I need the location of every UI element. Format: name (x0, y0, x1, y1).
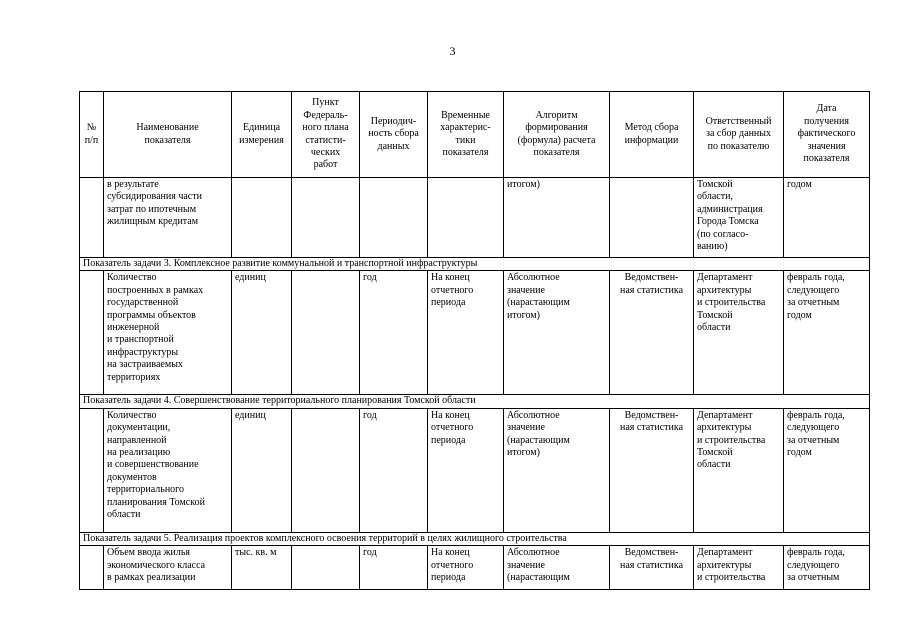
section-row (80, 395, 870, 408)
cell-unit (232, 178, 292, 258)
cell-algorithm: Абсолютное значение (нарастающим итогом) (504, 408, 610, 532)
header-algorithm: Алгоритм формирования (формула) расчета показателя (504, 92, 610, 178)
header-indicator-name: Наименование показателя (104, 92, 232, 178)
page-number: 3 (449, 44, 456, 58)
cell-collection-method: Ведомствен- ная статистика (610, 408, 694, 532)
table-header-row (80, 92, 870, 178)
cell-number (80, 271, 104, 395)
cell-actual-value-date: февраль года, следующего за отчетным годом (784, 408, 870, 532)
section-row (80, 532, 870, 545)
cell-indicator-name: в результате субсидирования части затрат по ипотечным жилищным кредитам (104, 178, 232, 258)
cell-time-characteristics: На конец отчетного периода (428, 408, 504, 532)
cell-collection-method (610, 178, 694, 258)
cell-algorithm: Абсолютное значение (нарастающим итогом) (504, 271, 610, 395)
cell-responsible: Департамент архитектуры и строительства Томской области (694, 271, 784, 395)
cell-time-characteristics: На конец отчетного периода (428, 546, 504, 590)
table-row (80, 546, 870, 590)
header-federal-plan: Пункт Федераль- ного плана статисти- ческих работ (292, 92, 360, 178)
cell-responsible: Департамент архитектуры и строительства Томской области (694, 408, 784, 532)
cell-responsible: Департамент архитектуры и строительства (694, 546, 784, 590)
cell-collection-method: Ведомствен- ная статистика (610, 271, 694, 395)
cell-actual-value-date: февраль года, следующего за отчетным годом (784, 271, 870, 395)
cell-number (80, 408, 104, 532)
header-actual-value-date: Дата получения фактического значения показателя (784, 92, 870, 178)
section-title-task-5: Показатель задачи 5. Реализация проектов комплексного освоения территорий в целях жилищного строительства (80, 532, 870, 545)
cell-algorithm: Абсолютное значение (нарастающим (504, 546, 610, 590)
cell-periodicity: год (360, 271, 428, 395)
cell-unit: тыс. кв. м (232, 546, 292, 590)
header-number: № п/п (80, 92, 104, 178)
cell-actual-value-date: годом (784, 178, 870, 258)
cell-number (80, 178, 104, 258)
cell-actual-value-date: февраль года, следующего за отчетным (784, 546, 870, 590)
cell-unit: единиц (232, 271, 292, 395)
cell-periodicity: год (360, 546, 428, 590)
table-row (80, 178, 870, 258)
cell-responsible: Томской области, администрация Города Томска (по согласо- ванию) (694, 178, 784, 258)
cell-unit: единиц (232, 408, 292, 532)
cell-number (80, 546, 104, 590)
indicators-table (79, 91, 870, 590)
cell-time-characteristics: На конец отчетного периода (428, 271, 504, 395)
cell-periodicity: год (360, 408, 428, 532)
cell-federal-plan (292, 408, 360, 532)
cell-collection-method: Ведомствен- ная статистика (610, 546, 694, 590)
cell-indicator-name: Количество документации, направленной на реализацию и совершенствование документов территориального планирования Томской области (104, 408, 232, 532)
header-unit: Единица измерения (232, 92, 292, 178)
table-row (80, 408, 870, 532)
section-title-task-4: Показатель задачи 4. Совершенствование территориального планирования Томской области (80, 395, 870, 408)
cell-indicator-name: Количество построенных в рамках государственной программы объектов инженерной и транспортной инфраструктуры на застраиваемых территориях (104, 271, 232, 395)
cell-federal-plan (292, 178, 360, 258)
cell-indicator-name: Объем ввода жилья экономического класса в рамках реализации (104, 546, 232, 590)
header-collection-method: Метод сбора информации (610, 92, 694, 178)
header-periodicity: Периодич- ность сбора данных (360, 92, 428, 178)
section-title-task-3: Показатель задачи 3. Комплексное развитие коммунальной и транспортной инфраструктуры (80, 258, 870, 271)
header-time-characteristics: Временные характерис- тики показателя (428, 92, 504, 178)
table-row (80, 271, 870, 395)
cell-time-characteristics (428, 178, 504, 258)
header-responsible: Ответственный за сбор данных по показателю (694, 92, 784, 178)
cell-periodicity (360, 178, 428, 258)
section-row (80, 258, 870, 271)
cell-algorithm: итогом) (504, 178, 610, 258)
cell-federal-plan (292, 546, 360, 590)
cell-federal-plan (292, 271, 360, 395)
